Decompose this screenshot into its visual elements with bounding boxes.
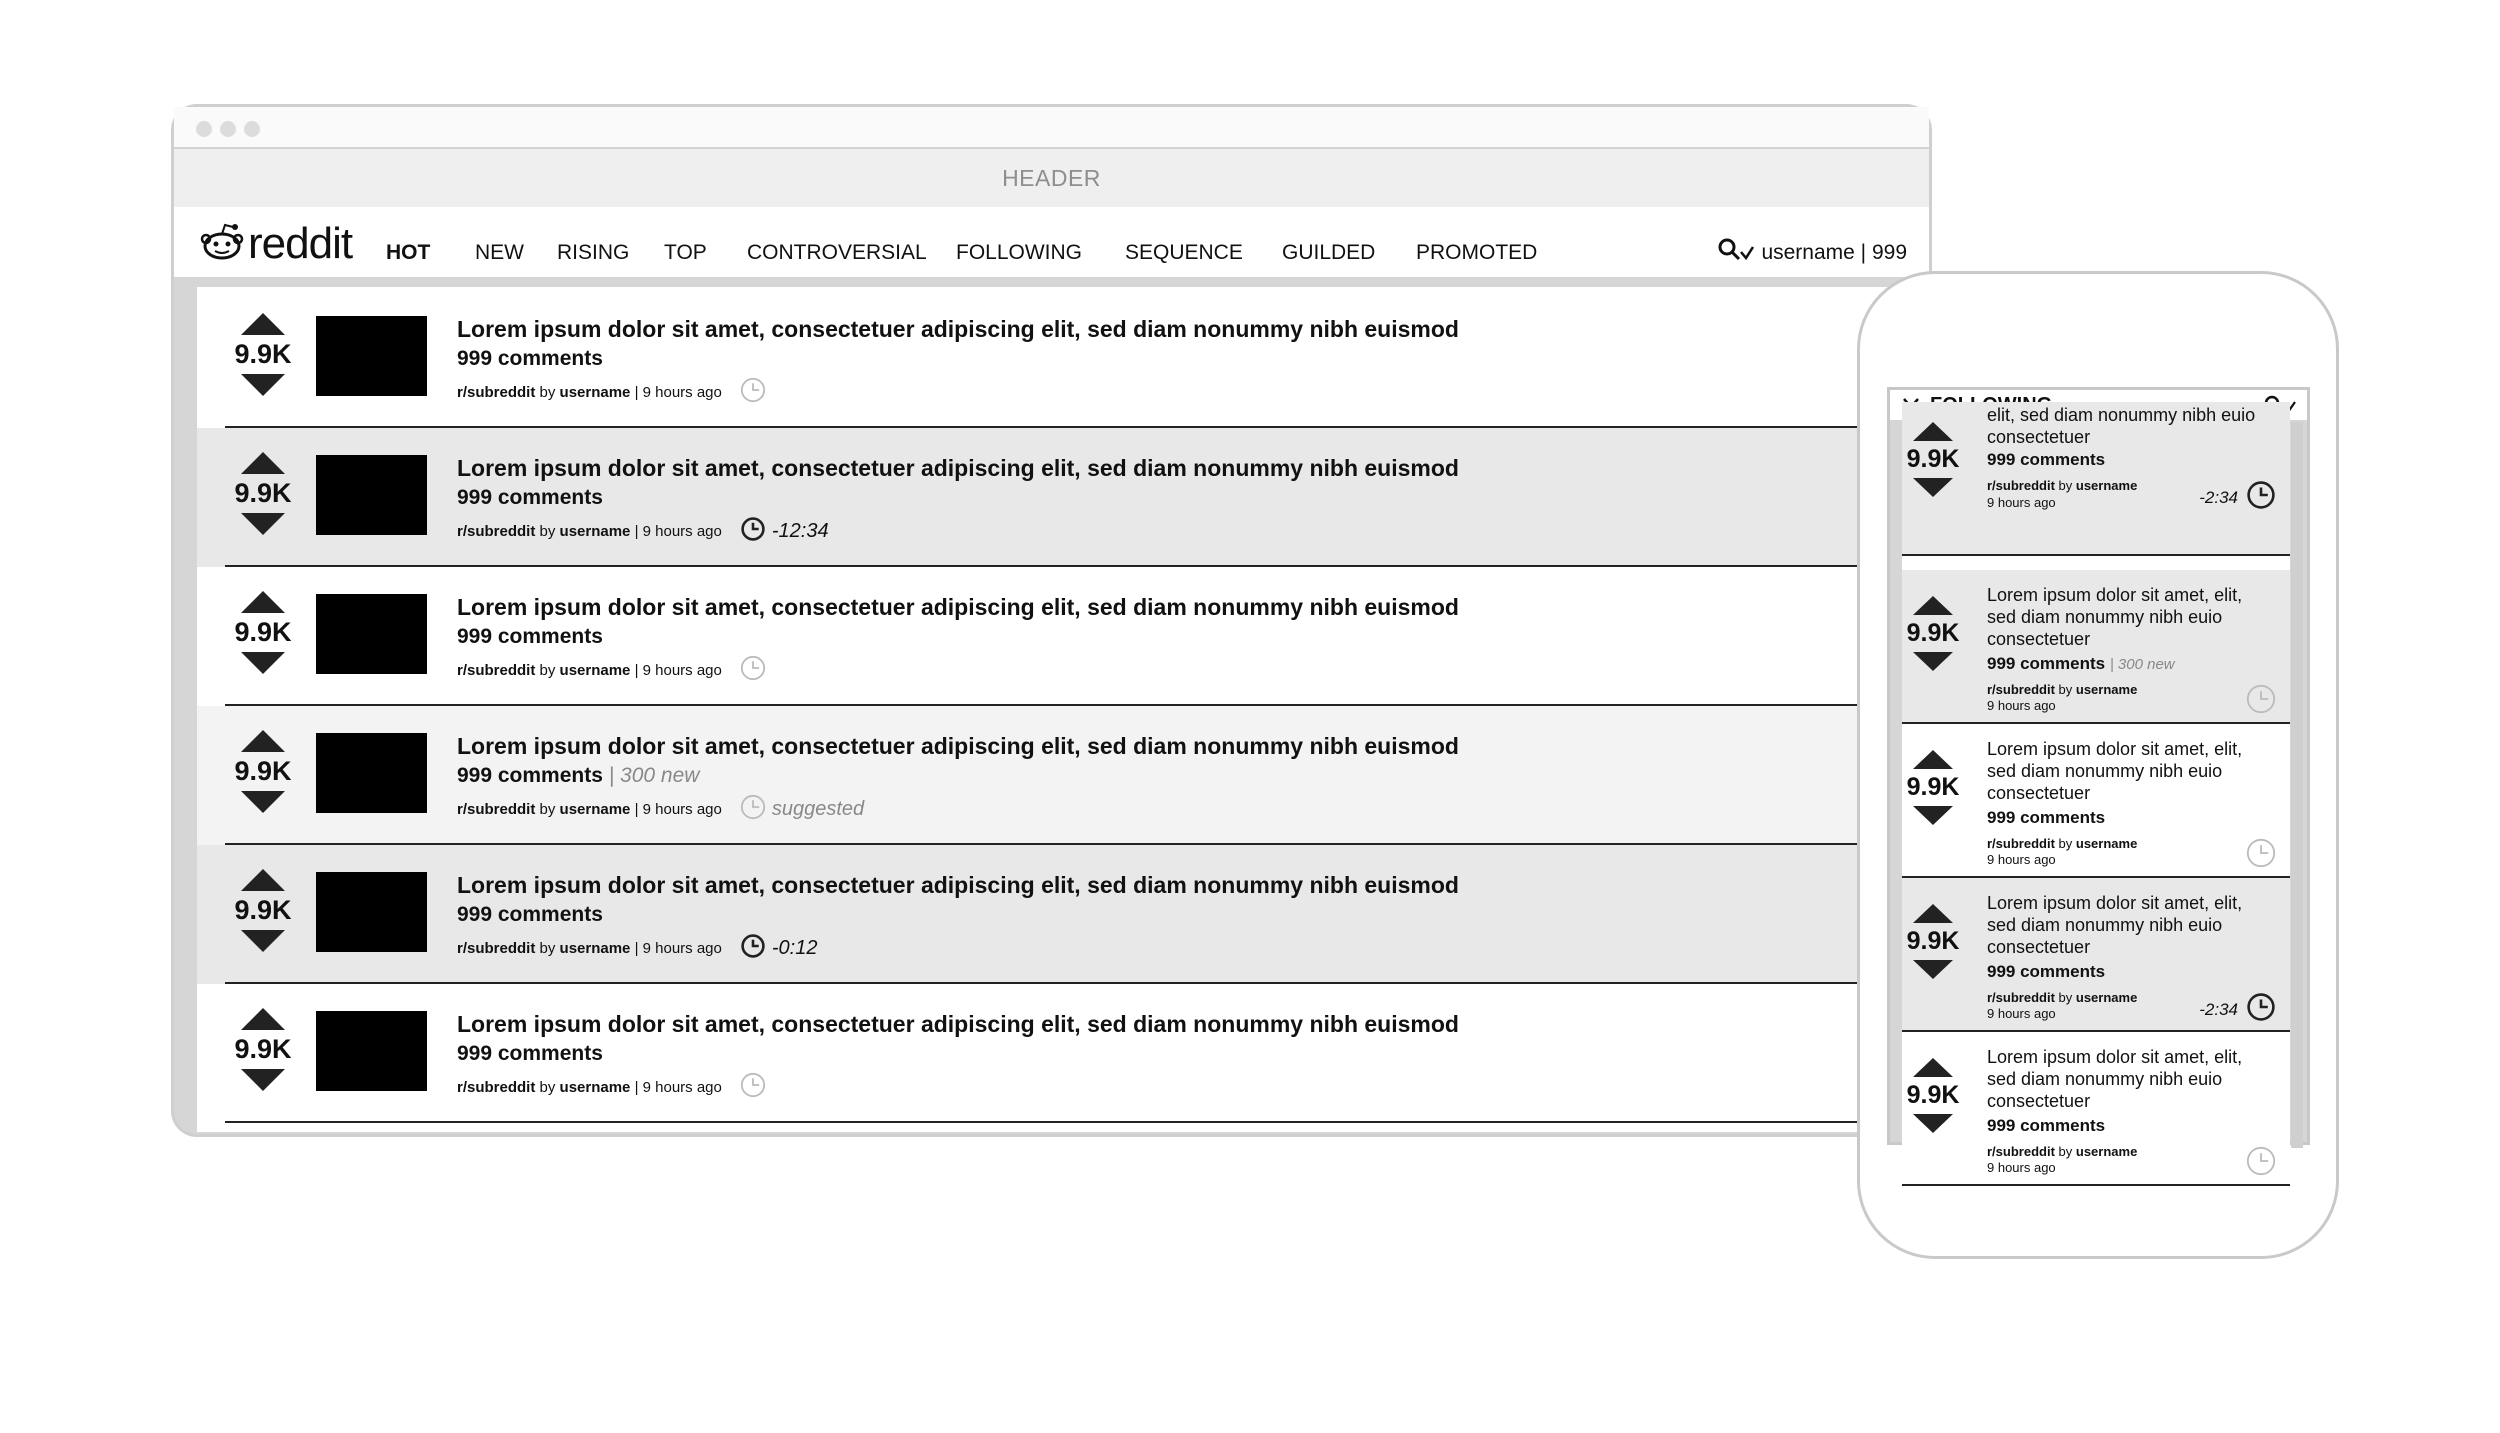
post-meta xyxy=(1987,682,2137,697)
post-thumbnail[interactable] xyxy=(316,1011,427,1091)
tab-hot[interactable]: HOT xyxy=(386,241,431,264)
clock-group xyxy=(2199,992,2276,1027)
clock-group xyxy=(2199,480,2276,515)
vote-control xyxy=(227,1008,299,1091)
author-link[interactable]: username xyxy=(559,383,631,401)
subreddit-link[interactable]: r/subreddit xyxy=(457,1078,536,1096)
post-time: | 9 hours ago xyxy=(634,661,722,679)
mobile-post-row[interactable] xyxy=(1902,402,2290,556)
post-time: 9 hours ago xyxy=(1987,1160,2056,1175)
post-time: 9 hours ago xyxy=(1987,852,2056,867)
downvote-arrow-icon[interactable] xyxy=(1913,478,1953,497)
post-thumbnail[interactable] xyxy=(316,594,427,674)
vote-score: 9.9K xyxy=(1906,927,1960,955)
post-comments-line xyxy=(457,347,603,371)
vote-score: 9.9K xyxy=(1906,773,1960,801)
downvote-arrow-icon[interactable] xyxy=(1913,806,1953,825)
tab-new[interactable]: NEW xyxy=(475,241,524,264)
post-meta xyxy=(1987,1144,2137,1159)
subreddit-link[interactable]: r/subreddit xyxy=(1987,478,2055,493)
header-placeholder: HEADER xyxy=(174,149,1929,207)
post-meta xyxy=(457,933,817,963)
post-title[interactable]: Lorem ipsum dolor sit amet, consectetuer adipiscing elit, sed diam nonummy nibh euismod xyxy=(457,1011,1459,1037)
mobile-post-row[interactable] xyxy=(1902,570,2290,724)
vote-score: 9.9K xyxy=(234,339,292,369)
clock-icon[interactable] xyxy=(740,377,766,407)
post-time: 9 hours ago xyxy=(1987,495,2056,510)
comment-count-link[interactable]: 999 comments xyxy=(457,625,603,648)
by-label: by xyxy=(2058,990,2073,1005)
post-comments-line xyxy=(457,764,699,788)
by-label: by xyxy=(539,383,556,401)
vote-control xyxy=(227,730,299,813)
clock-label: -2:34 xyxy=(2199,487,2238,507)
post-title[interactable]: Lorem ipsum dolor sit amet, consectetuer adipiscing elit, sed diam nonummy nibh euismod xyxy=(457,594,1459,620)
new-comments-count: | 300 new xyxy=(2109,656,2175,673)
mobile-post-feed xyxy=(1902,405,2290,1175)
post-comments-line xyxy=(1987,808,2105,828)
author-link[interactable]: username xyxy=(2075,682,2138,697)
subreddit-link[interactable]: r/subreddit xyxy=(457,661,536,679)
author-link[interactable]: username xyxy=(2075,836,2138,851)
comment-count-link[interactable]: 999 comments xyxy=(1987,808,2106,827)
mobile-post-row[interactable] xyxy=(1902,878,2290,1032)
comment-count-link[interactable]: 999 comments xyxy=(457,486,603,509)
vote-score: 9.9K xyxy=(234,895,292,925)
by-label: by xyxy=(539,1078,556,1096)
vote-control xyxy=(1902,1058,1964,1133)
vote-control xyxy=(1902,422,1964,497)
upvote-arrow-icon[interactable] xyxy=(241,591,285,613)
post-meta xyxy=(457,1072,772,1102)
subreddit-link[interactable]: r/subreddit xyxy=(457,383,536,401)
vote-control xyxy=(1902,750,1964,825)
clock-icon[interactable] xyxy=(2246,1146,2276,1181)
upvote-arrow-icon[interactable] xyxy=(241,452,285,474)
vote-score: 9.9K xyxy=(1906,1081,1960,1109)
downvote-arrow-icon[interactable] xyxy=(241,930,285,952)
vote-control xyxy=(227,591,299,674)
post-time: | 9 hours ago xyxy=(634,939,722,957)
clock-icon[interactable] xyxy=(740,1072,766,1102)
post-time: | 9 hours ago xyxy=(634,800,722,818)
vote-score: 9.9K xyxy=(1906,619,1960,647)
row-divider xyxy=(1902,1184,2290,1186)
comment-count-link[interactable]: 999 comments xyxy=(1987,450,2106,469)
new-comments-count: | 300 new xyxy=(608,764,700,787)
post-feed xyxy=(197,287,1897,1132)
comment-count-link[interactable]: 999 comments xyxy=(1987,1116,2106,1135)
by-label: by xyxy=(539,939,556,957)
post-time: | 9 hours ago xyxy=(634,522,722,540)
vote-score: 9.9K xyxy=(234,756,292,786)
clock-icon[interactable] xyxy=(740,794,766,824)
mobile-scrollbar[interactable] xyxy=(2291,422,2303,1148)
by-label: by xyxy=(2058,682,2073,697)
tab-sequence[interactable]: SEQUENCE xyxy=(1125,241,1243,264)
user-menu[interactable] xyxy=(1717,237,1907,269)
window-minimize-dot[interactable] xyxy=(220,121,236,137)
downvote-arrow-icon[interactable] xyxy=(1913,960,1953,979)
comment-count-link[interactable]: 999 comments xyxy=(457,1042,603,1065)
clock-label: -2:34 xyxy=(2199,999,2238,1019)
post-time: 9 hours ago xyxy=(1987,1006,2056,1021)
by-label: by xyxy=(539,522,556,540)
vote-score: 9.9K xyxy=(1906,445,1960,473)
subreddit-link[interactable]: r/subreddit xyxy=(457,939,536,957)
comment-count-link[interactable]: 999 comments xyxy=(457,764,603,787)
author-link[interactable]: username xyxy=(559,800,631,818)
by-label: by xyxy=(539,661,556,679)
subreddit-link[interactable]: r/subreddit xyxy=(457,522,536,540)
subreddit-link[interactable]: r/subreddit xyxy=(1987,1144,2055,1159)
username-karma: username | 999 xyxy=(1761,241,1907,264)
vote-control xyxy=(227,869,299,952)
vote-control xyxy=(1902,596,1964,671)
author-link[interactable]: username xyxy=(559,522,631,540)
downvote-arrow-icon[interactable] xyxy=(1913,1114,1953,1133)
post-comments-line xyxy=(1987,654,2175,674)
post-row[interactable] xyxy=(197,845,1897,984)
post-title[interactable]: Lorem ipsum dolor sit amet, elit, sed diam nonummy nibh euio consectetuer xyxy=(1987,1047,2243,1111)
comment-count-link[interactable]: 999 comments xyxy=(1987,654,2106,673)
clock-icon[interactable] xyxy=(740,655,766,685)
post-time: 9 hours ago xyxy=(1987,698,2056,713)
downvote-arrow-icon[interactable] xyxy=(241,791,285,813)
row-divider xyxy=(1902,554,2290,556)
author-link[interactable]: username xyxy=(559,939,631,957)
vote-control xyxy=(227,452,299,535)
tab-guilded[interactable]: GUILDED xyxy=(1282,241,1376,264)
reddit-logo[interactable] xyxy=(200,219,352,269)
mobile-post-row[interactable] xyxy=(1902,1032,2290,1186)
post-comments-line xyxy=(1987,450,2105,470)
subreddit-link[interactable]: r/subreddit xyxy=(457,800,536,818)
post-meta xyxy=(457,377,772,407)
clock-group xyxy=(2238,1146,2276,1181)
upvote-arrow-icon[interactable] xyxy=(1913,750,1953,769)
desktop-browser-window xyxy=(171,104,1932,1137)
clock-label: suggested xyxy=(771,797,865,820)
post-comments-line xyxy=(1987,1116,2105,1136)
subreddit-link[interactable]: r/subreddit xyxy=(1987,990,2055,1005)
post-row[interactable] xyxy=(197,289,1897,428)
tab-rising[interactable]: RISING xyxy=(557,241,630,264)
downvote-arrow-icon[interactable] xyxy=(241,1069,285,1091)
post-meta xyxy=(457,794,864,824)
comment-count-link[interactable]: 999 comments xyxy=(457,347,603,370)
by-label: by xyxy=(539,800,556,818)
post-title[interactable]: Lorem ipsum dolor sit amet, consectetuer adipiscing elit, sed diam nonummy nibh euismod xyxy=(457,733,1459,759)
clock-icon[interactable] xyxy=(740,933,766,963)
mobile-phone-frame xyxy=(1857,271,2339,1259)
tab-promoted[interactable]: PROMOTED xyxy=(1416,241,1538,264)
post-comments-line xyxy=(457,486,603,510)
post-row[interactable] xyxy=(197,428,1897,567)
post-row[interactable] xyxy=(197,706,1897,845)
post-thumbnail[interactable] xyxy=(316,733,427,813)
post-comments-line xyxy=(457,625,603,649)
downvote-arrow-icon[interactable] xyxy=(241,652,285,674)
author-link[interactable]: username xyxy=(2075,1144,2138,1159)
comment-count-link[interactable]: 999 comments xyxy=(457,903,603,926)
post-time: | 9 hours ago xyxy=(634,1078,722,1096)
upvote-arrow-icon[interactable] xyxy=(1913,904,1953,923)
clock-label: -0:12 xyxy=(771,936,818,959)
post-thumbnail[interactable] xyxy=(316,872,427,952)
tab-controversial[interactable]: CONTROVERSIAL xyxy=(747,241,927,264)
subreddit-link[interactable]: r/subreddit xyxy=(1987,682,2055,697)
reddit-wordmark: reddit xyxy=(248,219,353,268)
post-comments-line xyxy=(457,1042,603,1066)
post-title[interactable]: Lorem ipsum dolor sit amet, elit, sed diam nonummy nibh euio consectetuer xyxy=(1987,585,2243,649)
comment-count-link[interactable]: 999 comments xyxy=(1987,962,2106,981)
upvote-arrow-icon[interactable] xyxy=(241,1008,285,1030)
author-link[interactable]: username xyxy=(559,1078,631,1096)
snoo-icon xyxy=(200,222,244,267)
clock-group xyxy=(2238,684,2276,719)
vote-score: 9.9K xyxy=(234,478,292,508)
window-close-dot[interactable] xyxy=(196,121,212,137)
upvote-arrow-icon[interactable] xyxy=(1913,1058,1953,1077)
tab-following[interactable]: FOLLOWING xyxy=(956,241,1083,264)
clock-icon[interactable] xyxy=(2246,992,2276,1027)
upvote-arrow-icon[interactable] xyxy=(241,313,285,335)
mobile-screen xyxy=(1887,387,2310,1175)
vote-score: 9.9K xyxy=(234,1034,292,1064)
post-meta xyxy=(457,516,829,546)
clock-icon[interactable] xyxy=(740,516,766,546)
post-title[interactable]: Lorem ipsum dolor sit amet, consectetuer adipiscing elit, sed diam nonummy nibh euismod xyxy=(457,316,1459,342)
by-label: by xyxy=(2058,836,2073,851)
downvote-arrow-icon[interactable] xyxy=(241,374,285,396)
row-divider xyxy=(225,1121,1897,1123)
post-row[interactable] xyxy=(197,984,1897,1123)
upvote-arrow-icon[interactable] xyxy=(241,869,285,891)
mobile-post-row[interactable] xyxy=(1902,724,2290,878)
vote-score: 9.9K xyxy=(234,617,292,647)
post-row[interactable] xyxy=(197,567,1897,706)
post-comments-line xyxy=(1987,962,2105,982)
post-title[interactable]: Lorem ipsum dolor sit amet, consectetuer adipiscing elit, sed diam nonummy nibh euismod xyxy=(457,455,1459,481)
post-comments-line xyxy=(457,903,603,927)
post-meta xyxy=(1987,836,2137,851)
downvote-arrow-icon[interactable] xyxy=(241,513,285,535)
post-thumbnail[interactable] xyxy=(316,455,427,535)
author-link[interactable]: username xyxy=(559,661,631,679)
vote-control xyxy=(1902,904,1964,979)
post-title[interactable]: elit, sed diam nonummy nibh euio consectetuer xyxy=(1987,405,2256,447)
post-time: | 9 hours ago xyxy=(634,383,722,401)
clock-icon[interactable] xyxy=(2246,684,2276,719)
window-titlebar xyxy=(174,107,1929,149)
clock-label: -12:34 xyxy=(771,519,829,542)
clock-icon[interactable] xyxy=(2246,480,2276,515)
window-maximize-dot[interactable] xyxy=(244,121,260,137)
post-title[interactable]: Lorem ipsum dolor sit amet, elit, sed diam nonummy nibh euio consectetuer xyxy=(1987,893,2243,957)
by-label: by xyxy=(2058,478,2073,493)
search-icon[interactable] xyxy=(1717,237,1755,269)
post-meta xyxy=(1987,478,2137,493)
post-meta xyxy=(1987,990,2137,1005)
subreddit-link[interactable]: r/subreddit xyxy=(1987,836,2055,851)
post-title[interactable]: Lorem ipsum dolor sit amet, elit, sed diam nonummy nibh euio consectetuer xyxy=(1987,739,2243,803)
post-meta xyxy=(457,655,772,685)
downvote-arrow-icon[interactable] xyxy=(1913,652,1953,671)
top-navigation xyxy=(174,207,1929,277)
clock-group xyxy=(2238,838,2276,873)
upvote-arrow-icon[interactable] xyxy=(241,730,285,752)
tab-top[interactable]: TOP xyxy=(664,241,707,264)
vote-control xyxy=(227,313,299,396)
post-thumbnail[interactable] xyxy=(316,316,427,396)
upvote-arrow-icon[interactable] xyxy=(1913,422,1953,441)
clock-icon[interactable] xyxy=(2246,838,2276,873)
by-label: by xyxy=(2058,1144,2073,1159)
post-title[interactable]: Lorem ipsum dolor sit amet, consectetuer adipiscing elit, sed diam nonummy nibh euismod xyxy=(457,872,1459,898)
author-link[interactable]: username xyxy=(2075,990,2138,1005)
upvote-arrow-icon[interactable] xyxy=(1913,596,1953,615)
author-link[interactable]: username xyxy=(2075,478,2138,493)
